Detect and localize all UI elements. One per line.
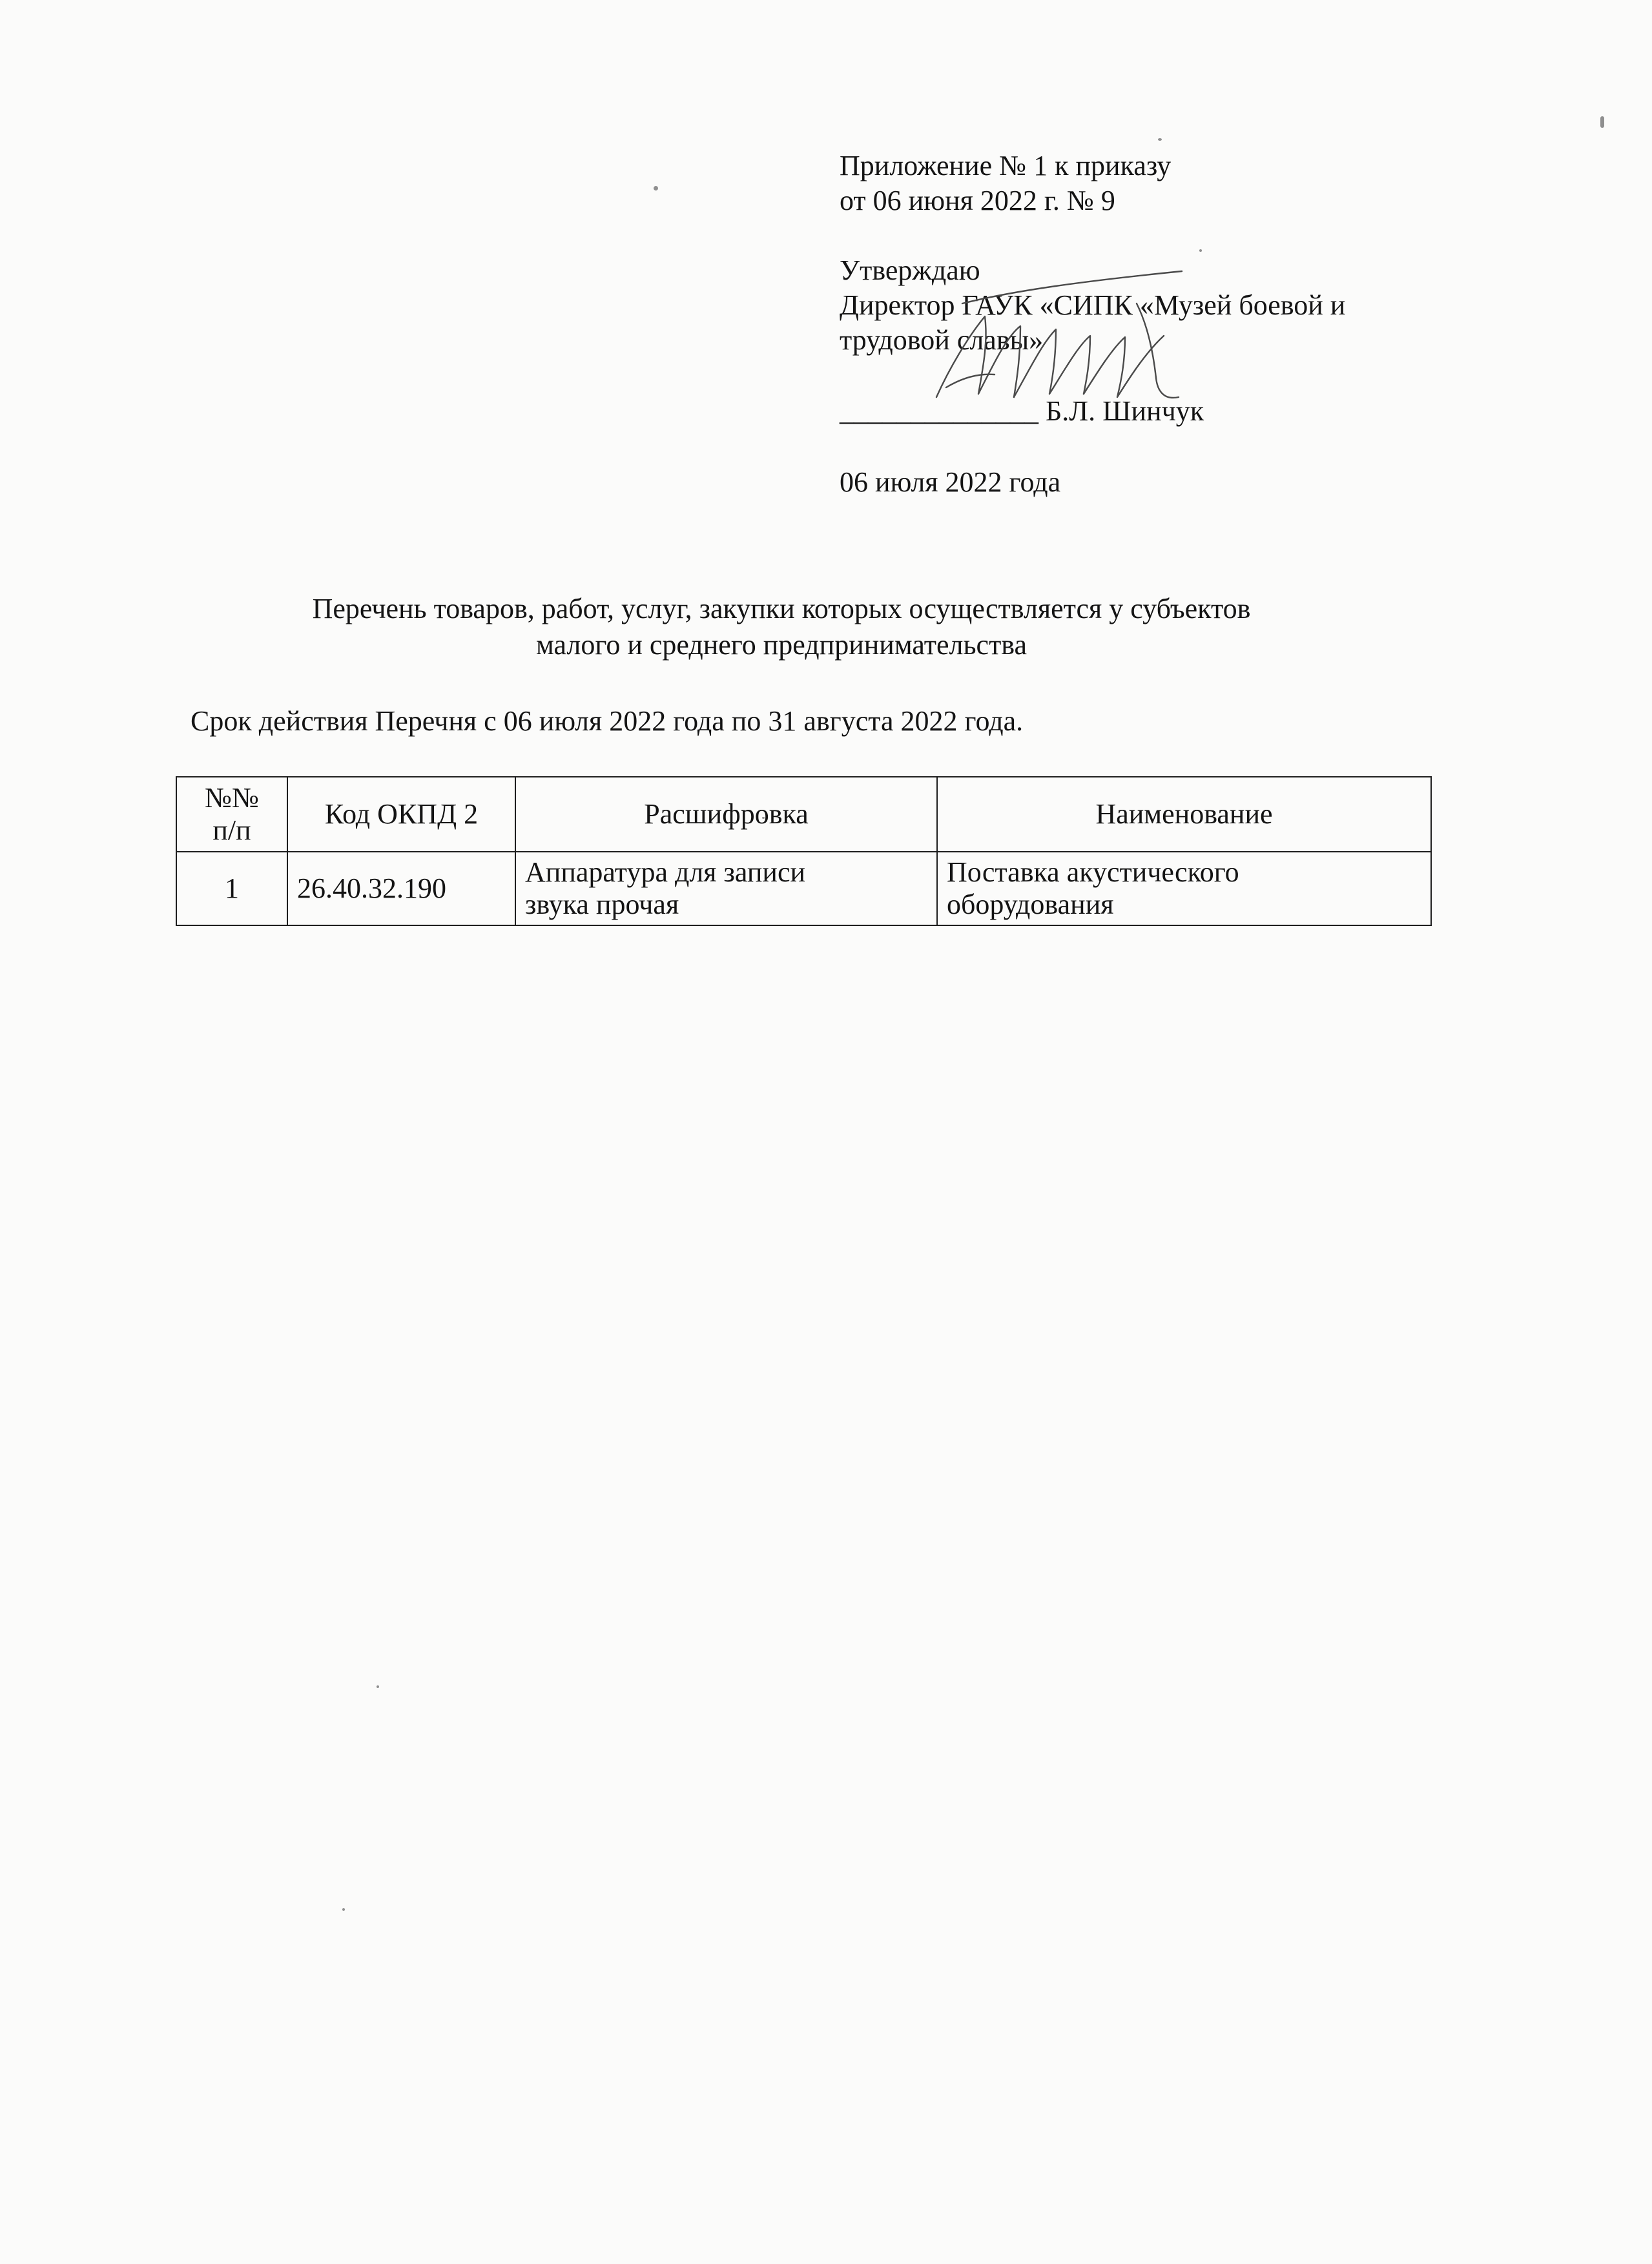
appendix-line: Приложение № 1 к приказу (840, 150, 1172, 181)
signer-name: Б.Л. Шинчук (1046, 395, 1204, 427)
validity-text: Срок действия Перечня с 06 июля 2022 года по 31 августа 2022 года. (191, 705, 1024, 737)
order-line: от 06 июня 2022 г. № 9 (840, 185, 1115, 216)
title-line-1: Перечень товаров, работ, услуг, закупки которых осуществляется у субъектов (312, 593, 1251, 624)
scan-speck (1158, 138, 1162, 141)
document-title (194, 591, 1369, 663)
approve-word: Утверждаю (840, 254, 980, 286)
cell-decoding-line-2: звука прочая (525, 889, 679, 920)
table-row (176, 852, 1431, 925)
header-decoding: Расшифровка (515, 777, 937, 852)
header-num-line-1: №№ (205, 782, 259, 814)
cell-decoding-line-1: Аппаратура для записи (525, 856, 806, 888)
scan-speck (654, 186, 658, 190)
approval-block (840, 149, 1485, 500)
goods-table (176, 776, 1432, 926)
scan-speck (377, 1685, 379, 1688)
scan-speck (1600, 116, 1604, 128)
cell-name (937, 852, 1431, 925)
title-line-2: малого и среднего предпринимательства (535, 629, 1027, 661)
position-line-1: Директор ГАУК «СИПК «Музей боевой и (840, 289, 1346, 321)
scan-speck (342, 1908, 345, 1911)
signature-line (840, 394, 1485, 429)
signature-blank: ______________ (840, 395, 1038, 427)
position-line-2: трудовой славы» (840, 324, 1044, 356)
cell-num: 1 (176, 852, 287, 925)
cell-decoding (515, 852, 937, 925)
header-num-line-2: п/п (212, 814, 251, 846)
header-num (176, 777, 287, 852)
cell-name-line-2: оборудования (947, 889, 1114, 920)
cell-name-line-1: Поставка акустического (947, 856, 1239, 888)
cell-code: 26.40.32.190 (287, 852, 515, 925)
table-header-row (176, 777, 1431, 852)
header-name: Наименование (937, 777, 1431, 852)
header-code: Код ОКПД 2 (287, 777, 515, 852)
approval-date: 06 июля 2022 года (840, 466, 1061, 498)
